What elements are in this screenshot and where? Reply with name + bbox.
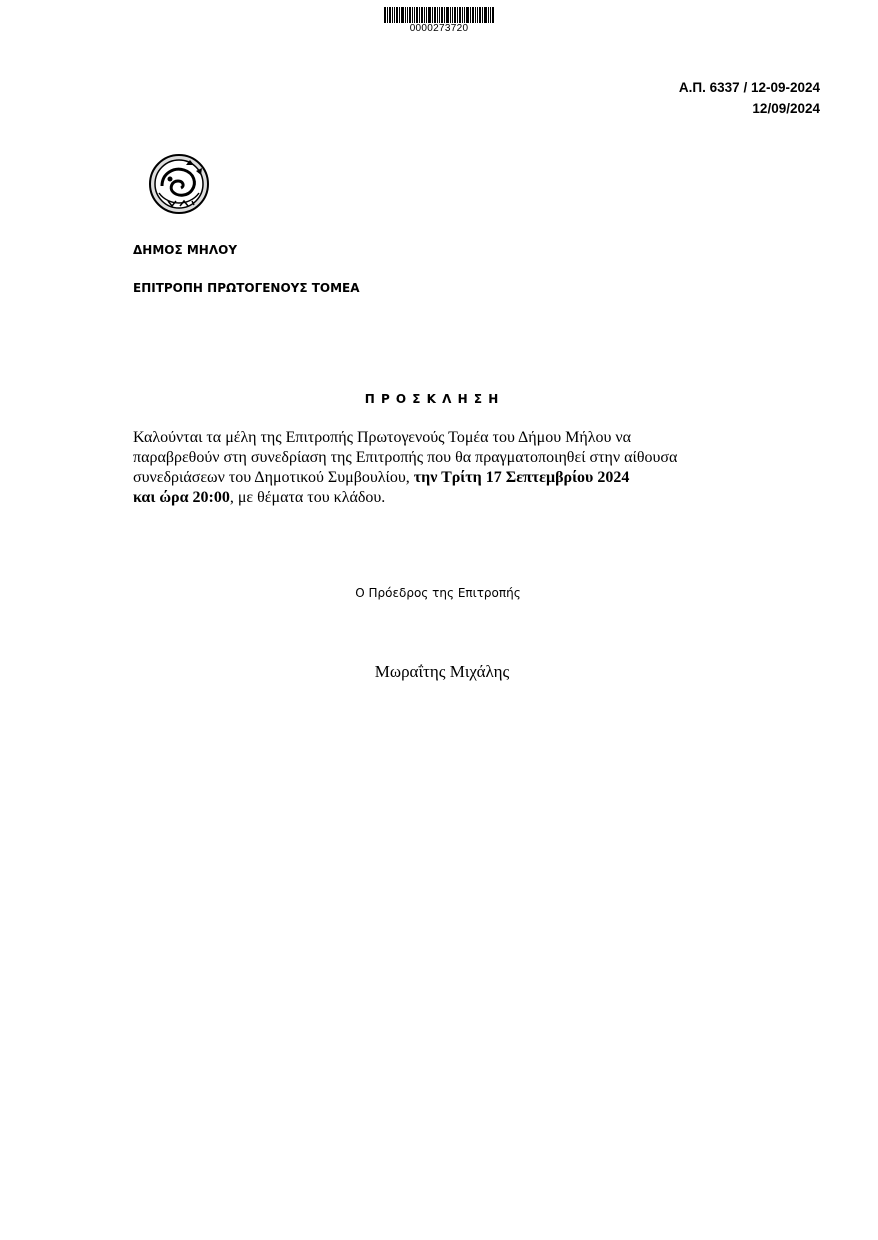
signature-name: Μωραΐτης Μιχάλης [374,662,510,681]
invitation-line-1: Καλούνται τα μέλη της Επιτροπής Πρωτογενούς Τομέα του Δήμου Μήλου να [133,429,632,446]
invitation-line-3 [133,468,753,488]
meeting-time: και ώρα 20:00 [133,489,230,506]
protocol-number: Α.Π. 6337 / 12-09-2024 [678,80,820,95]
signature-title: Ο Πρόεδρος της Επιτροπής [355,586,521,600]
meeting-date: την Τρίτη 17 Σεπτεμβρίου 2024 [413,469,630,486]
invitation-text [133,428,753,508]
invitation-line-3-regular: συνεδριάσεων του Δημοτικού Συμβουλίου, [133,469,410,486]
protocol-date: 12/09/2024 [752,101,820,116]
committee-name: ΕΠΙΤΡΟΠΗ ΠΡΩΤΟΓΕΝΟΥΣ ΤΟΜΕΑ [133,281,360,295]
invitation-line-4 [133,488,753,508]
document-title: Π Ρ Ο Σ Κ Λ Η Σ Η [364,392,500,406]
invitation-line-4-regular: , με θέματα του κλάδου. [229,489,386,506]
protocol-block [679,77,820,119]
municipal-seal-icon [148,153,210,215]
invitation-line-2: παραβρεθούν στη συνεδρίαση της Επιτροπής που θα πραγματοποιηθεί στην αίθουσα [133,449,678,466]
barcode [384,7,494,23]
barcode-number: 0000273720 [409,23,469,34]
municipality-name: ΔΗΜΟΣ ΜΗΛΟΥ [133,243,238,257]
